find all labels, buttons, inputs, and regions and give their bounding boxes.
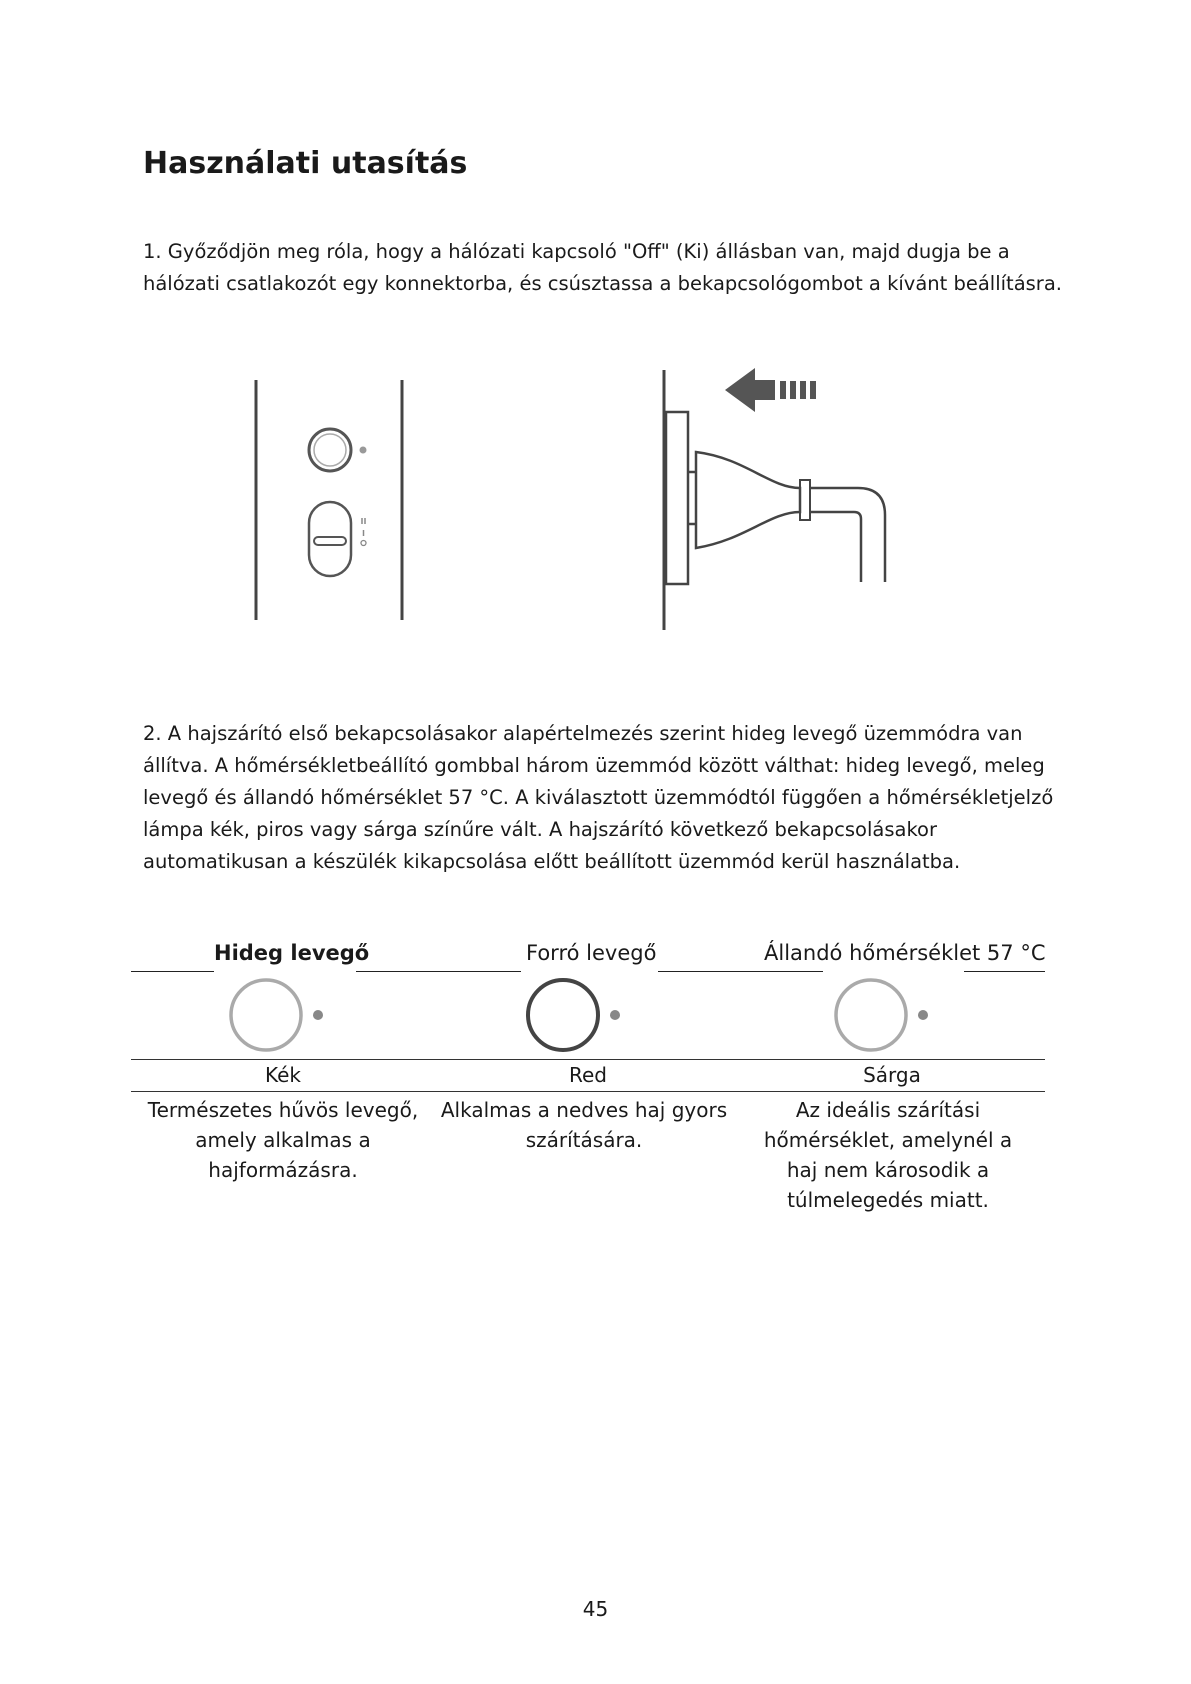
cold-air-lamp-icon: [226, 975, 336, 1055]
mode-color-constant: Sárga: [863, 1063, 921, 1087]
page-number: 45: [582, 1597, 609, 1621]
step-2-text: 2. A hajszárító első bekapcsolásakor alapértelmezés szerint hideg levegő üzemmódra van állítva. A hőmérsékletbeállító gombbal három üzemmód között válthat: hideg levegő, meleg levegő és állandó hőmérséklet 57 °C. A kiválasztott üzemmódtól függően a hőmérsékletjelző lámpa kék, piros vagy sárga színűre vált. A hajszárító következő bekapcsolásakor automatikusan a készülék kikapcsolása előtt beállított üzemmód kerül használatba.: [143, 722, 1054, 873]
mode-table: [131, 935, 1045, 1235]
mode-color-cold: Kék: [264, 1063, 301, 1087]
table-rule: [131, 1091, 1045, 1092]
temperature-button-icon: [309, 429, 367, 471]
page-title: Használati utasítás: [143, 146, 468, 181]
mode-desc-hot: Alkalmas a nedves haj gyors szárítására.: [440, 1098, 728, 1152]
heading-rule: [964, 971, 1045, 972]
step-1-text: 1. Győződjön meg róla, hogy a hálózati kapcsoló "Off" (Ki) állásban van, majd dugja be a hálózati csatlakozót egy konnektorba, és csúsztassa a bekapcsológombot a kívánt beállításra.: [143, 240, 1062, 295]
heading-rule: [356, 971, 521, 972]
heading-rule: [658, 971, 823, 972]
plug-insertion-illustration: [650, 360, 930, 630]
control-panel-illustration: [230, 360, 430, 620]
hot-air-lamp-icon: [523, 975, 633, 1055]
mode-heading-constant: Állandó hőmérséklet 57 °C: [764, 941, 1046, 965]
heading-rule: [131, 971, 214, 972]
mode-color-hot: Red: [569, 1063, 607, 1087]
constant-temp-lamp-icon: [831, 975, 941, 1055]
direction-arrow-icon: [725, 368, 816, 412]
plug-icon: [688, 452, 885, 582]
mode-desc-constant: Az ideális szárítási hőmérséklet, amelynél a haj nem károsodik a túlmelegedés miatt.: [763, 1098, 1013, 1212]
mode-desc-cold: Természetes hűvös levegő, amely alkalmas a hajformázásra.: [147, 1098, 419, 1182]
mode-heading-cold: Hideg levegő: [214, 941, 370, 965]
mode-heading-hot: Forró levegő: [526, 941, 657, 965]
power-slider-icon: [309, 502, 366, 576]
